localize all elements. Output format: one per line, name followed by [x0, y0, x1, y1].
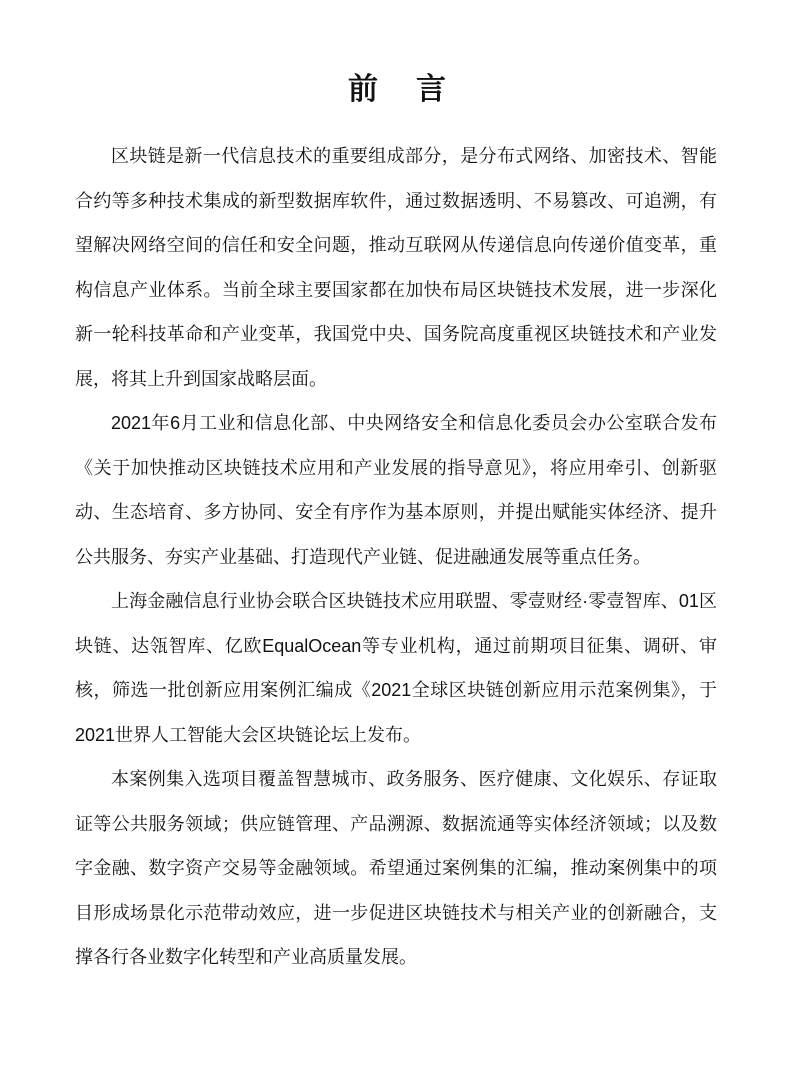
preface-paragraph-4: 本案例集入选项目覆盖智慧城市、政务服务、医疗健康、文化娱乐、存证取证等公共服务领域；供应链管理、产品溯源、数据流通等实体经济领域；以及数字金融、数字资产交易等金融领域。希望通过案例集的汇编，推动案例集中的项目形成场景化示范带动效应，进一步促进区块链技术与相关产业的创新融合，支撑各行各业数字化转型和产业高质量发展。 — [75, 769, 717, 967]
page-title — [0, 74, 794, 106]
page-title-char-first: 前 — [348, 73, 378, 106]
preface-paragraph-3: 上海金融信息行业协会联合区块链技术应用联盟、零壹财经·零壹智库、01区块链、达瓴智库、亿欧EqualOcean等专业机构，通过前期项目征集、调研、审核，筛选一批创新应用案例汇编成《2021全球区块链创新应用示范案例集》，于2021世界人工智能大会区块链论坛上发布。 — [75, 591, 717, 745]
preface-paragraph-2: 2021年6月工业和信息化部、中央网络安全和信息化委员会办公室联合发布《关于加快推动区块链技术应用和产业发展的指导意见》，将应用牵引、创新驱动、生态培育、多方协同、安全有序作为基本原则，并提出赋能实体经济、提升公共服务、夯实产业基础、打造现代产业链、促进融通发展等重点任务。 — [75, 413, 717, 567]
page-title-char-second: 言 — [416, 73, 446, 106]
preface-body — [75, 134, 717, 980]
preface-paragraph-1: 区块链是新一代信息技术的重要组成部分，是分布式网络、加密技术、智能合约等多种技术集成的新型数据库软件，通过数据透明、不易篡改、可追溯，有望解决网络空间的信任和安全问题，推动互联网从传递信息向传递价值变革，重构信息产业体系。当前全球主要国家都在加快布局区块链技术发展，进一步深化新一轮科技革命和产业变革，我国党中央、国务院高度重视区块链技术和产业发展，将其上升到国家战略层面。 — [75, 146, 717, 389]
